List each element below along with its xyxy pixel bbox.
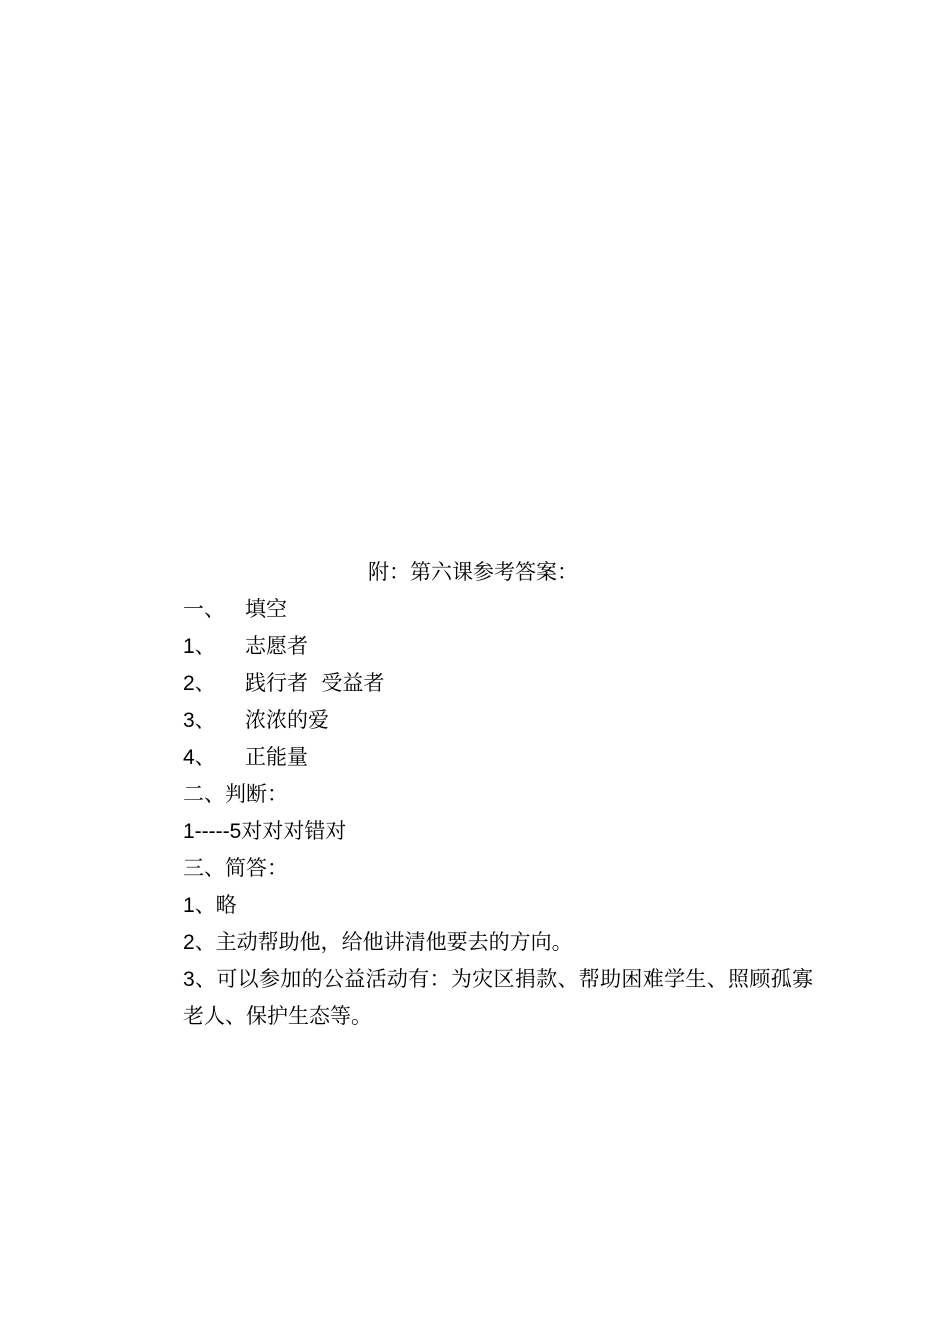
section-marker: 一、 — [183, 597, 225, 621]
section-short-answer-heading — [183, 850, 813, 887]
section-fill-blank-heading — [183, 591, 813, 628]
item-text: 、可以参加的公益活动有：为灾区捐款、帮助困难学生、照顾孤寡老人、保护生态等。 — [183, 967, 813, 1028]
section-heading: 三、简答： — [183, 856, 288, 880]
section-heading: 二、判断： — [183, 782, 288, 806]
list-item — [183, 702, 813, 739]
list-item — [183, 628, 813, 665]
list-item — [183, 739, 813, 776]
item-number: 2、 — [183, 672, 216, 695]
answer-text: 对对对错对 — [241, 819, 347, 843]
section-heading: 填空 — [245, 597, 287, 621]
list-item — [183, 961, 813, 1035]
answer-key — [183, 554, 813, 1035]
item-text: 、主动帮助他，给他讲清他要去的方向。 — [194, 930, 573, 954]
item-number: 1 — [183, 894, 195, 917]
section-judgment-heading — [183, 776, 813, 813]
item-text: 践行者 受益者 — [245, 671, 385, 695]
list-item — [183, 887, 813, 924]
item-text: 正能量 — [245, 745, 308, 769]
item-text: 、略 — [194, 893, 237, 917]
item-text: 浓浓的爱 — [245, 708, 329, 732]
document-title: 附：第六课参考答案： — [368, 560, 578, 584]
item-number: 1、 — [183, 635, 216, 658]
item-number: 3、 — [183, 709, 216, 732]
list-item — [183, 924, 813, 961]
list-item — [183, 665, 813, 702]
item-text: 志愿者 — [245, 634, 308, 658]
item-number: 3 — [183, 968, 195, 991]
item-number: 4、 — [183, 746, 216, 769]
item-number: 2 — [183, 931, 195, 954]
judgment-answers — [183, 813, 813, 850]
answer-range: 1-----5 — [183, 820, 242, 843]
